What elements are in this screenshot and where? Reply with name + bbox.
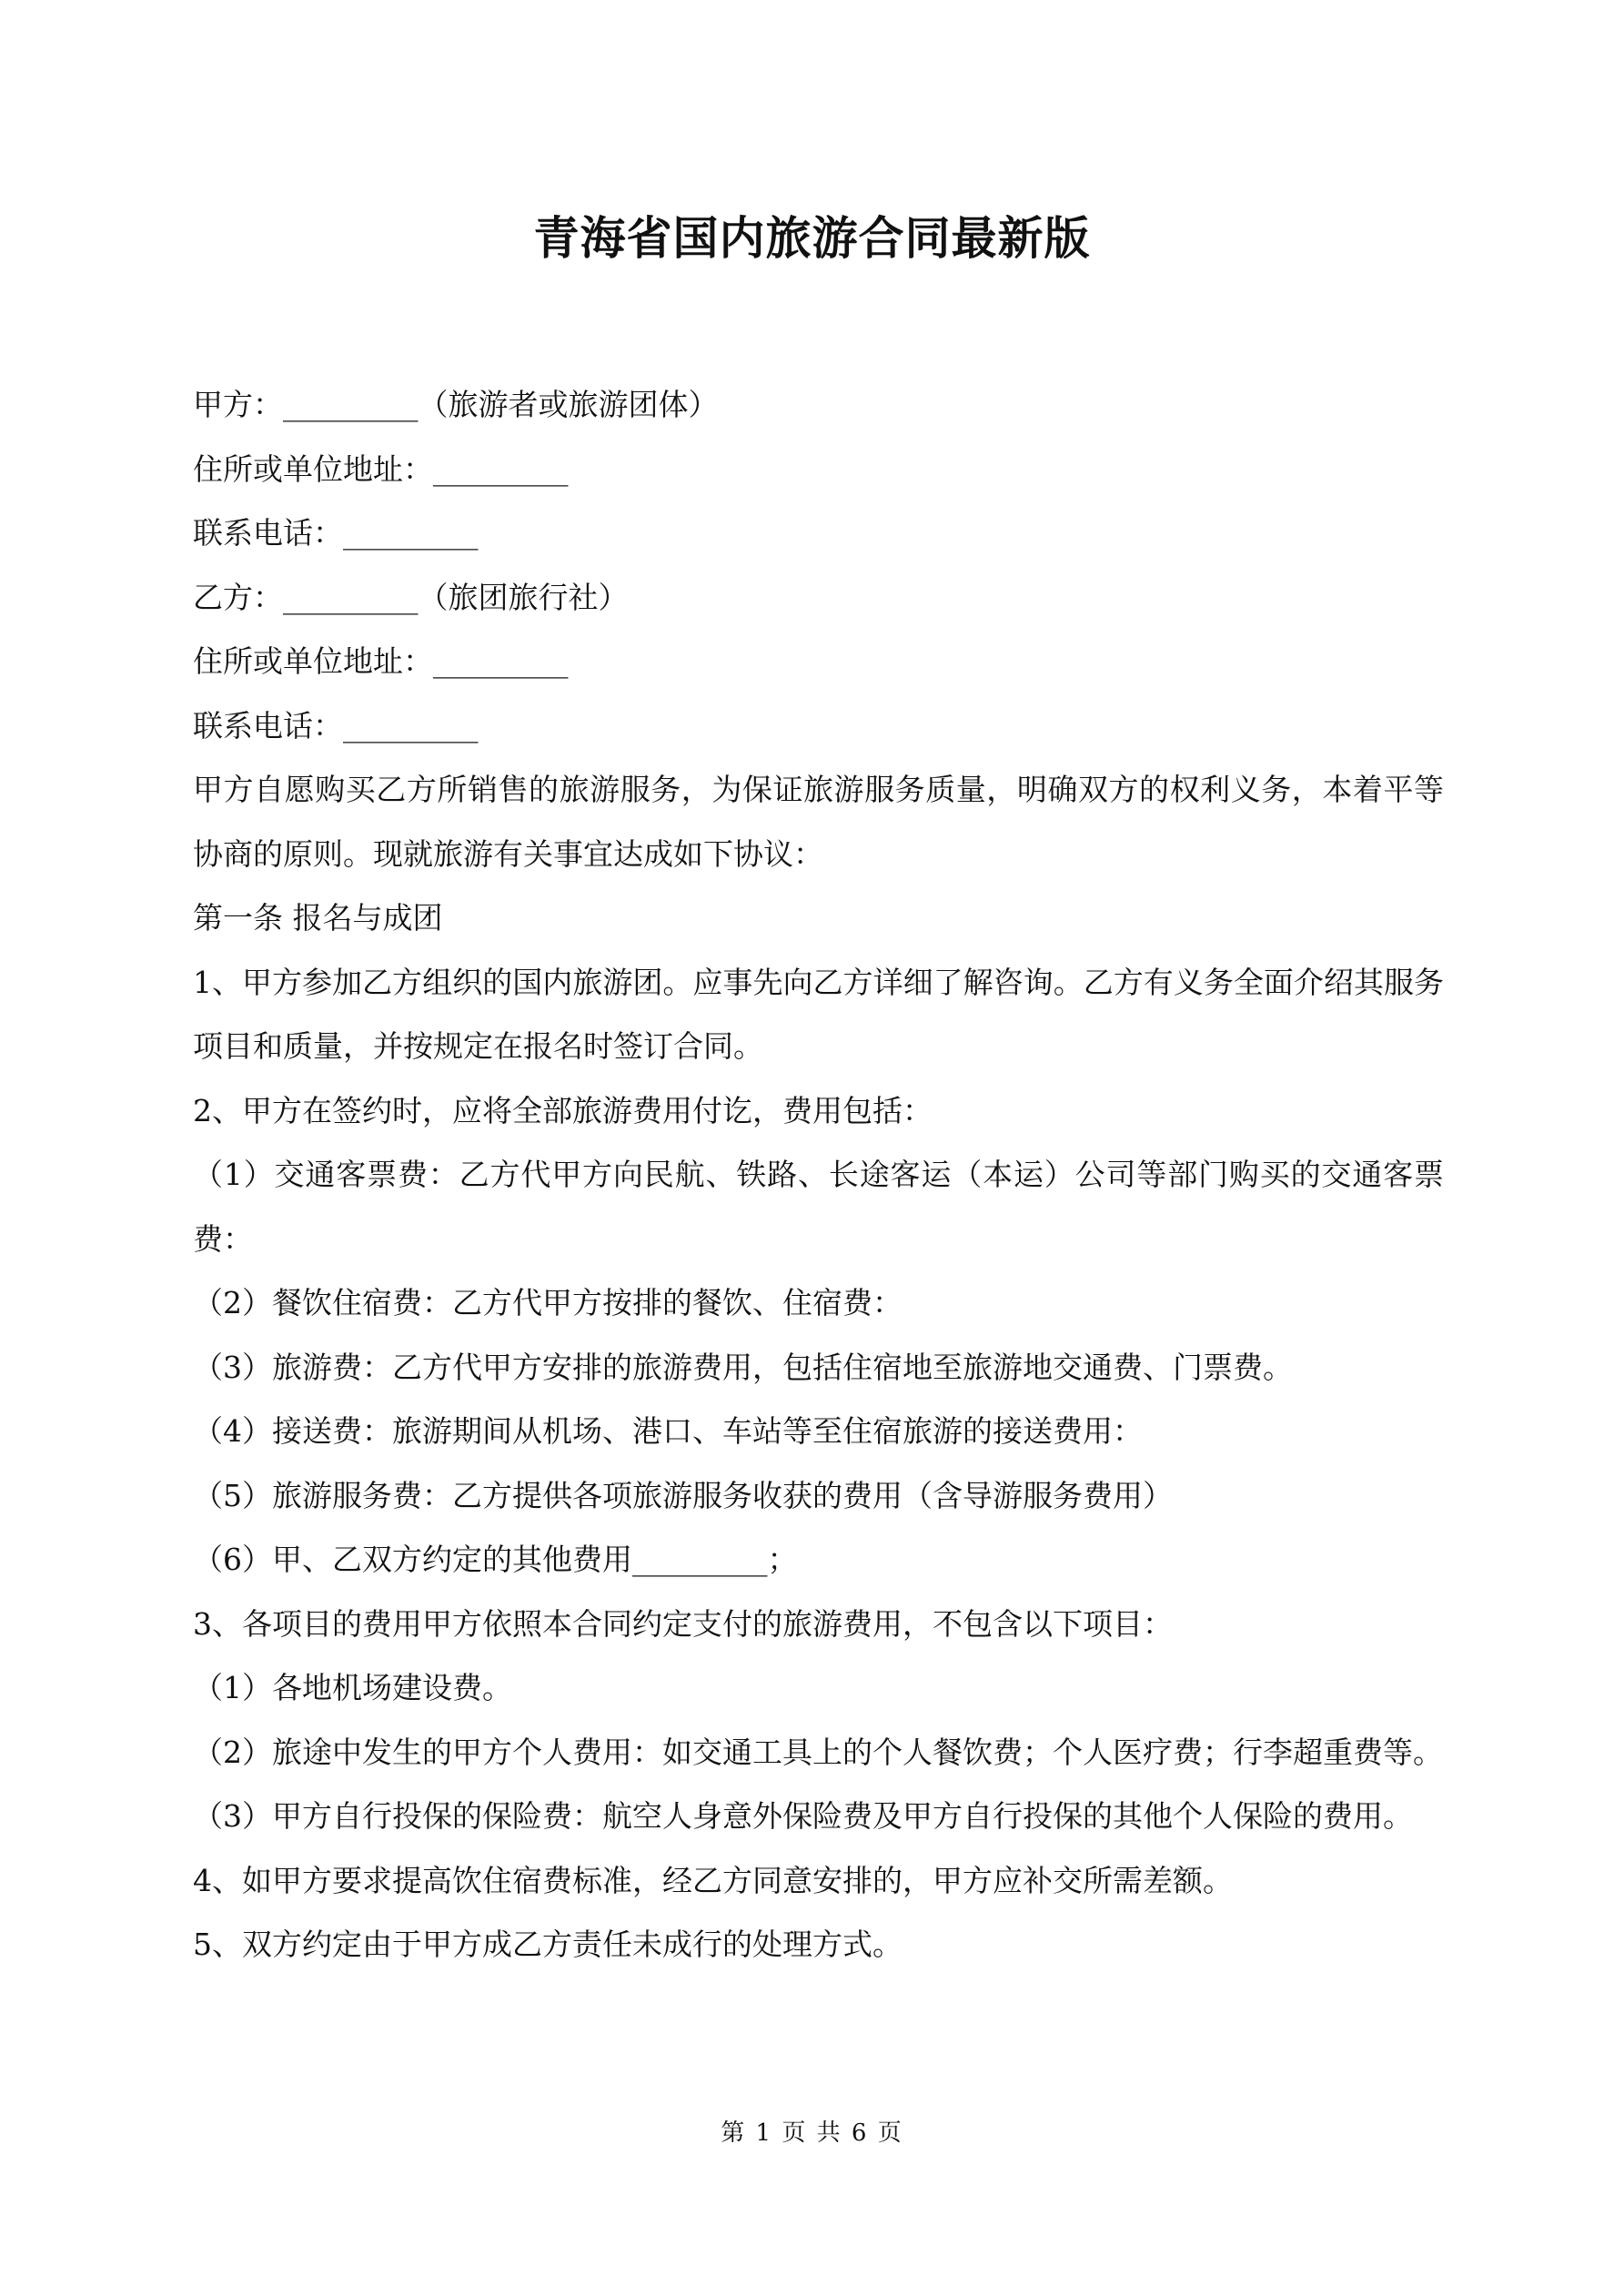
party-b-phone-line: 联系电话：_________ [193,707,479,743]
party-b-address-line: 住所或单位地址：_________ [193,643,569,679]
clause-3-item-1: （1）各地机场建设费。 [193,1670,512,1705]
clause-2-item-2: （2）餐饮住宿费：乙方代甲方按排的餐饮、住宿费： [193,1285,903,1320]
clause-3-item-2: （2）旅途中发生的甲方个人费用：如交通工具上的个人餐饮费；个人医疗费；行李超重费等。 [193,1734,1443,1770]
clause-5: 5、双方约定由于甲方成乙方责任未成行的处理方式。 [193,1927,903,1962]
party-b-line: 乙方：_________（旅团旅行社） [193,579,629,615]
clause-2-item-1: （1）交通客票费：乙方代甲方向民航、铁路、长途客运（本运）公司等部门购买的交通客票费： [193,1157,1444,1257]
clause-4: 4、如甲方要求提高饮住宿费标准，经乙方同意安排的，甲方应补交所需差额。 [193,1862,1233,1898]
party-a-phone-line: 联系电话：_________ [193,515,479,551]
clause-2-item-4: （4）接送费：旅游期间从机场、港口、车站等至住宿旅游的接送费用： [193,1413,1143,1449]
party-a-address-line: 住所或单位地址：_________ [193,450,569,487]
clause-2-item-3: （3）旅游费：乙方代甲方安排的旅游费用，包括住宿地至旅游地交通费、门票费。 [193,1349,1293,1385]
clause-2-item-5: （5）旅游服务费：乙方提供各项旅游服务收获的费用（含导游服务费用） [193,1477,1173,1513]
clause-3: 3、各项目的费用甲方依照本合同约定支付的旅游费用，不包含以下项目： [193,1605,1173,1642]
clause-2-item-6: （6）甲、乙双方约定的其他费用_________； [193,1542,798,1577]
party-a-line: 甲方：_________（旅游者或旅游团体） [193,387,719,422]
preamble-paragraph: 甲方自愿购买乙方所销售的旅游服务，为保证旅游服务质量，明确双方的权利义务，本着平等协商的原则。现就旅游有关事宜达成如下协议： [193,772,1444,872]
document-title: 青海省国内旅游合同最新版 [533,211,1091,265]
clause-1: 1、甲方参加乙方组织的国内旅游团。应事先向乙方详细了解咨询。乙方有义务全面介绍其服务项目和质量，并按规定在报名时签订合同。 [193,964,1444,1064]
article-1-heading: 第一条 报名与成团 [193,900,443,936]
clause-2: 2、甲方在签约时，应将全部旅游费用付讫，费用包括： [193,1092,933,1128]
clause-3-item-3: （3）甲方自行投保的保险费：航空人身意外保险费及甲方自行投保的其他个人保险的费用。 [193,1798,1413,1834]
page-number-footer: 第 1 页 共 6 页 [721,2119,903,2147]
document-body [193,373,1444,1977]
